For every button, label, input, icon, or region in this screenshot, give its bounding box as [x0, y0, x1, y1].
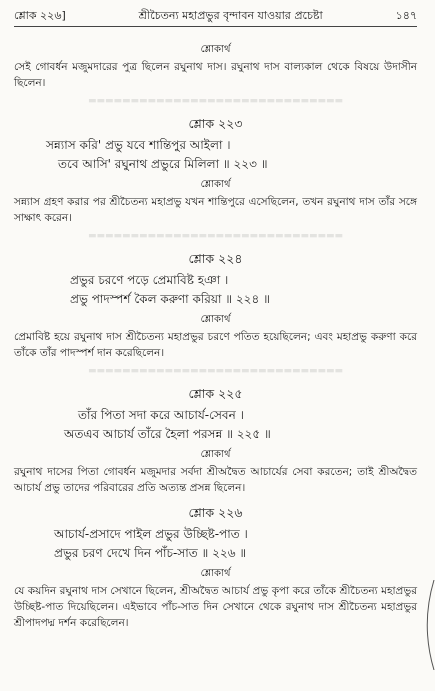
verse-line-1: প্রভুর চরণে পড়ে প্রেমাবিষ্ট হঞা । [70, 273, 229, 287]
bleed-through-decoration: ▬▬▬▬▬▬▬▬▬▬▬▬▬▬▬▬▬▬▬▬▬▬▬▬▬▬▬▬▬▬ [87, 96, 344, 106]
translation-text: সন্ন্যাস গ্রহণ করার পর শ্রীচৈতন্য মহাপ্রভু যখন শান্তিপুরে এসেছিলেন, তখন রঘুনাথ দাস তাঁর সঙ্গে সাক্ষাৎ করেন। [14, 196, 417, 224]
running-header [14, 8, 417, 27]
verse-line-1: তাঁর পিতা সদা করে আচার্য-সেবন । [78, 408, 244, 422]
translation-text: প্রেমাবিষ্ট হয়ে রঘুনাথ দাস শ্রীচৈতন্য মহাপ্রভুর চরণে পতিত হয়েছিলেন; এবং মহাপ্রভু করুণা করে তাঁকে তাঁর পাদস্পর্শ দান করেছিলেন। [14, 331, 417, 359]
verse-line-2: প্রভু পাদস্পর্শ কৈল করুণা করিয়া ॥ ২২৪ ॥ [70, 292, 270, 306]
verse-line-2: প্রভুর চরণ দেখে দিন পাঁচ-সাত ॥ ২২৬ ॥ [54, 546, 247, 560]
verse-number: শ্লোক ২২৫ [188, 386, 243, 401]
verse-number: শ্লোক ২২৬ [188, 505, 243, 520]
verse-line-1: সন্ন্যাস করি' প্রভু যবে শান্তিপুর আইলা । [46, 138, 231, 152]
verse-line-2: অতএব আচার্য তাঁরে হৈলা পরসন্ন ॥ ২২৫ ॥ [64, 427, 271, 441]
verse-number: শ্লোক ২২৩ [188, 116, 243, 131]
verse-line-2: তবে আসি' রঘুনাথ প্রভুরে মিলিলা ॥ ২২৩ ॥ [58, 157, 268, 171]
translation-heading: শ্লোকার্থ [200, 179, 231, 190]
translation-text: সেই গোবর্ধন মজুমদারের পুত্র ছিলেন রঘুনাথ দাস। রঘুনাথ দাস বাল্যকাল থেকে বিষয়ে উদাসীন ছিলেন। [14, 61, 417, 89]
chapter-title: শ্রীচৈতন্য মহাপ্রভুর বৃন্দাবন যাওয়ার প্রচেষ্টা [138, 9, 323, 22]
translation-heading: শ্লোকার্থ [200, 449, 231, 460]
translation-heading: শ্লোকার্থ [200, 314, 231, 325]
page-body [14, 27, 417, 631]
translation-heading: শ্লোকার্থ [200, 44, 231, 55]
page-curl-decoration [421, 580, 435, 670]
verse-number: শ্লোক ২২৪ [188, 251, 243, 266]
bleed-through-decoration: ▬▬▬▬▬▬▬▬▬▬▬▬▬▬▬▬▬▬▬▬▬▬▬▬▬▬▬▬▬▬ [87, 231, 344, 241]
verse-line-1: আচার্য-প্রসাদে পাইল প্রভুর উচ্ছিষ্ট-পাত । [54, 527, 248, 541]
translation-heading: শ্লোকার্থ [200, 568, 231, 579]
translation-text: রঘুনাথ দাসের পিতা গোবর্ধন মজুমদার সর্বদা শ্রীঅদ্বৈত আচার্যের সেবা করতেন; তাই শ্রীঅদ্বৈত আচার্য প্রভু তাদের পরিবারের প্রতি অত্যন্ত প্রসন্ন ছিলেন। [14, 466, 417, 494]
header-verse-ref: শ্লোক ২২৬] [14, 9, 66, 22]
translation-text: যে কয়দিন রঘুনাথ দাস সেখানে ছিলেন, শ্রীঅদ্বৈত আচার্য প্রভু কৃপা করে তাঁকে শ্রীচৈতন্য মহাপ্রভুর উচ্ছিষ্ট-পাত দিয়েছিলেন। এইভাবে পাঁচ-সাত দিন সেখানে থেকে রঘুনাথ দাস শ্রীচৈতন্য মহাপ্রভুর শ্রীপাদপদ্ম দর্শন করেছিলেন। [14, 585, 417, 629]
page-number: ১৪৭ [395, 9, 417, 22]
bleed-through-decoration: ▬▬▬▬▬▬▬▬▬▬▬▬▬▬▬▬▬▬▬▬▬▬▬▬▬▬▬▬▬▬ [87, 366, 344, 376]
